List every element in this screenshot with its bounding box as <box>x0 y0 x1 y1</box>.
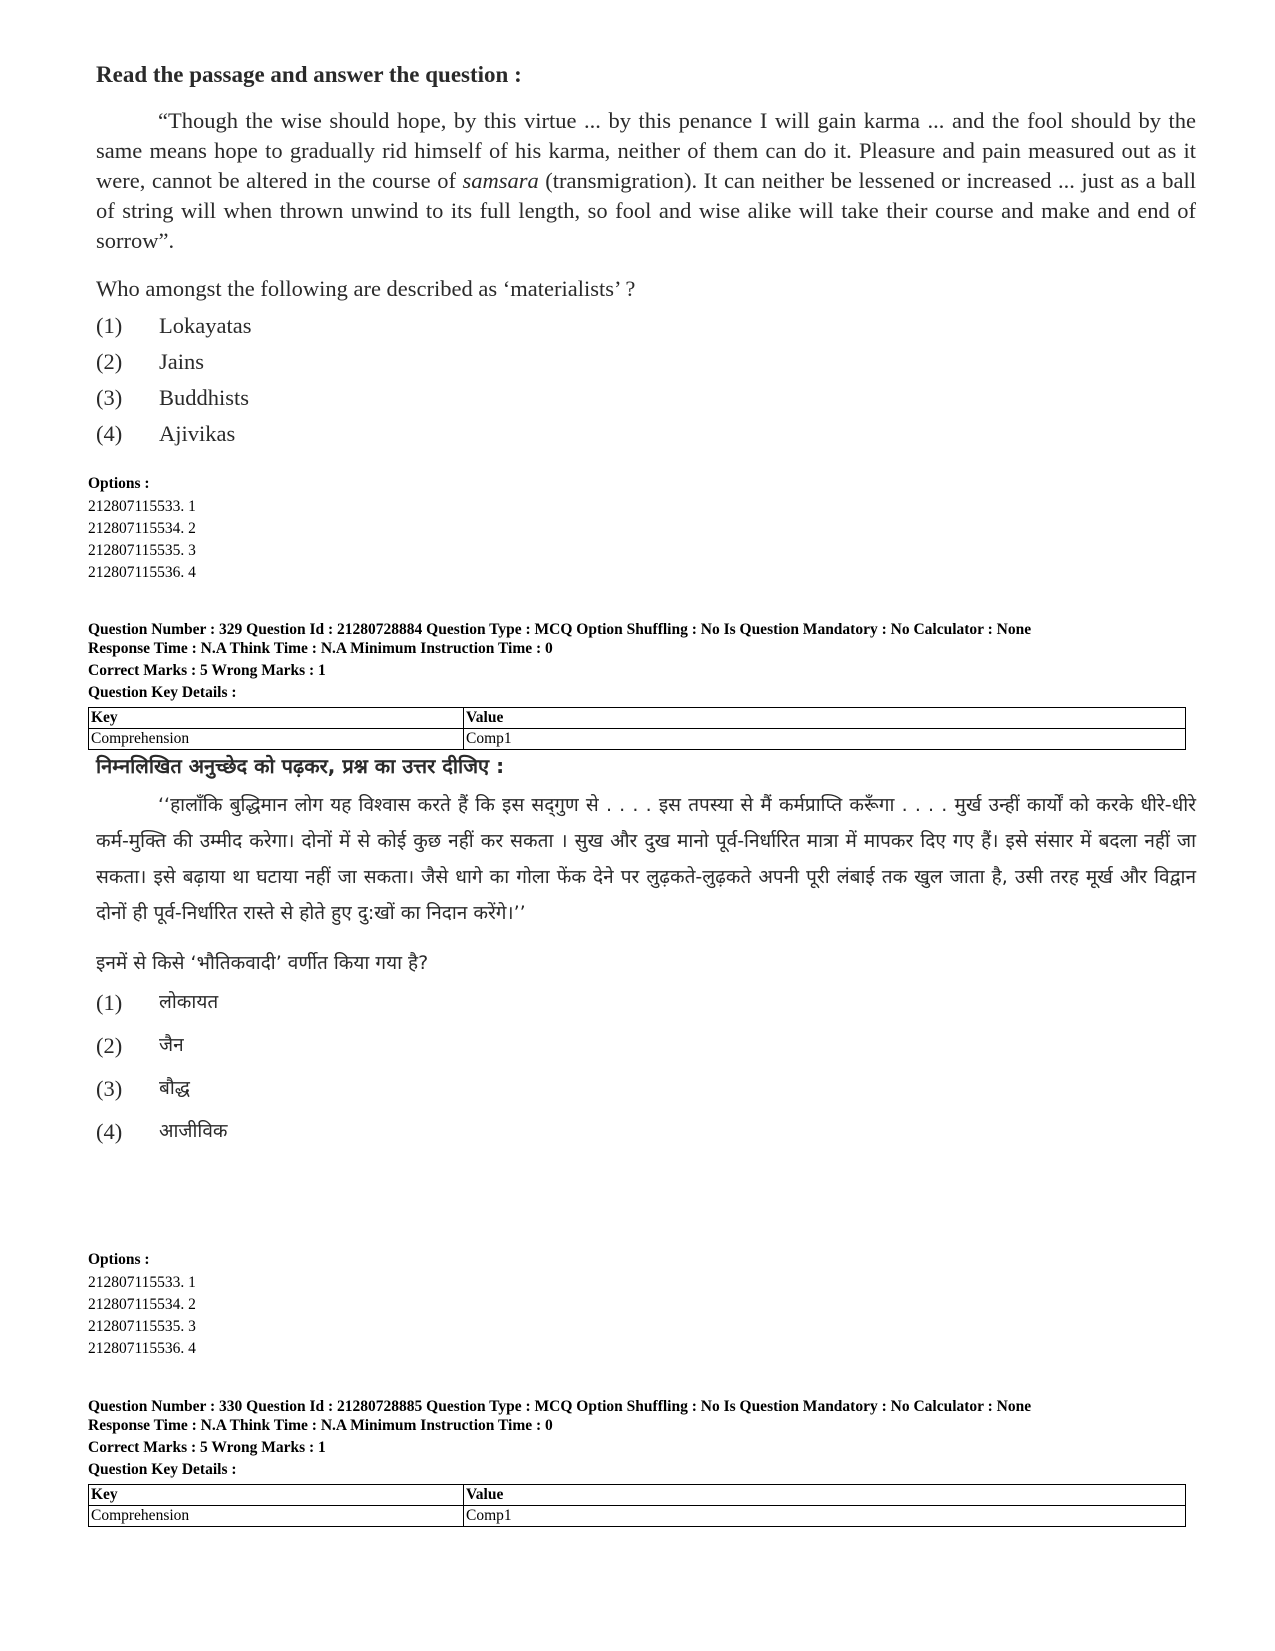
question-330-meta <box>88 1397 1198 1527</box>
table-header-key: Key <box>89 1485 464 1506</box>
passage-heading: निम्नलिखित अनुच्छेद को पढ़कर, प्रश्न का उत्तर दीजिए : <box>96 754 505 778</box>
table-header-row <box>89 1485 1186 1506</box>
option-text: Lokayatas <box>159 313 252 338</box>
options-id-block <box>88 1248 1198 1360</box>
question-key-details-label: Question Key Details : <box>88 684 237 701</box>
question-text: इनमें से किसे ‘भौतिकवादी’ वर्णीत किया गया है? <box>96 952 429 974</box>
option-id-line: 212807115533. 1 <box>88 498 196 515</box>
table-row <box>89 1506 1186 1527</box>
question-key-details-label: Question Key Details : <box>88 1461 237 1478</box>
option-text: आजीविक <box>159 1120 228 1142</box>
passage-italic-term: samsara <box>462 168 539 193</box>
option-text: Buddhists <box>159 385 250 410</box>
table-cell-key: Comprehension <box>89 1506 464 1527</box>
answer-option <box>96 308 1196 344</box>
question-329-meta <box>88 620 1198 750</box>
answer-option <box>96 380 1196 416</box>
answer-option <box>96 1024 1196 1067</box>
option-text: जैन <box>159 1034 184 1056</box>
question-marks-line: Correct Marks : 5 Wrong Marks : 1 <box>88 1439 326 1456</box>
option-number: (1) <box>96 313 123 338</box>
option-id-line: 212807115534. 2 <box>88 1296 196 1313</box>
option-id-line: 212807115536. 4 <box>88 564 196 581</box>
question-info-line: Question Number : 330 Question Id : 21280728885 Question Type : MCQ Option Shuffling : No Is Question Mandatory : No Calculator : None <box>88 1398 1032 1415</box>
option-id-line: 212807115535. 3 <box>88 1318 196 1335</box>
option-id-line: 212807115535. 3 <box>88 542 196 559</box>
option-number: (4) <box>96 421 123 446</box>
option-number: (4) <box>96 1119 123 1144</box>
table-header-value: Value <box>464 1485 1186 1506</box>
answer-option <box>96 1067 1196 1110</box>
question-key-table <box>88 1484 1186 1527</box>
passage-text-part-1: “Though the wise should hope, by this virtue ... by this penance I will gain karma ... and the fool should by the same means hope to gradually rid himself of his karma, neither of them can do it. Pleasure and pain measured out as it were, cannot be altered in the course of <box>96 108 1196 193</box>
hindi-passage-block <box>96 752 1196 1153</box>
option-number: (3) <box>96 385 123 410</box>
english-passage-block <box>96 62 1196 452</box>
table-header-value: Value <box>464 708 1186 729</box>
answer-option <box>96 981 1196 1024</box>
passage-text: ‘‘हालाँकि बुद्धिमान लोग यह विश्वास करते हैं कि इस सद्‌गुण से . . . . इस तपस्या से मैं कर्मप्राप्ति करूँगा . . . . मुर्ख उन्हीं कार्यों को करके धीरे-धीरे कर्म-मुक्ति की उम्मीद करेगा। दोनों में से कोई कुछ नहीं कर सकता । सुख और दुख मानो पूर्व-निर्धारित मात्रा में मापकर दिए गए हैं। इसे संसार में बदला नहीं जा सकता। इसे बढ़ाया था घटाया नहीं जा सकता। जैसे धागे का गोला फेंक देने पर लुढ़कते-लुढ़कते अपनी पूरी लंबाई तक खुल जाता है, उसी तरह मूर्ख और विद्वान दोनों ही पूर्व-निर्धारित रास्ते से होते हुए दु:खों का निदान करेंगे।’’ <box>96 794 1196 924</box>
option-number: (2) <box>96 1033 123 1058</box>
answer-option <box>96 344 1196 380</box>
table-row <box>89 729 1186 750</box>
question-info-line: Question Number : 329 Question Id : 21280728884 Question Type : MCQ Option Shuffling : No Is Question Mandatory : No Calculator : None <box>88 621 1032 638</box>
table-cell-value: Comp1 <box>464 1506 1186 1527</box>
answer-option <box>96 1110 1196 1153</box>
table-header-row <box>89 708 1186 729</box>
option-number: (2) <box>96 349 123 374</box>
answer-options-list <box>96 981 1196 1153</box>
question-text: Who amongst the following are described as ‘materialists’ ? <box>96 276 636 301</box>
passage-text <box>96 106 1196 256</box>
options-id-block <box>88 472 1198 584</box>
question-timing-line: Response Time : N.A Think Time : N.A Minimum Instruction Time : 0 <box>88 640 553 657</box>
option-text: लोकायत <box>159 991 219 1013</box>
table-header-key: Key <box>89 708 464 729</box>
option-id-line: 212807115533. 1 <box>88 1274 196 1291</box>
passage-text-part-2: (transmigration). It can neither be lessened or increased ... just as a ball of string will when thrown unwind to its full length, so fool and wise alike will take their course and make and end of sorrow”. <box>96 168 1196 253</box>
table-cell-key: Comprehension <box>89 729 464 750</box>
options-label: Options : <box>88 1251 150 1268</box>
question-timing-line: Response Time : N.A Think Time : N.A Minimum Instruction Time : 0 <box>88 1417 553 1434</box>
option-number: (3) <box>96 1076 123 1101</box>
question-key-table <box>88 707 1186 750</box>
passage-heading: Read the passage and answer the question : <box>96 62 522 87</box>
answer-option <box>96 416 1196 452</box>
option-text: बौद्ध <box>159 1077 190 1099</box>
option-number: (1) <box>96 990 123 1015</box>
option-id-line: 212807115534. 2 <box>88 520 196 537</box>
answer-options-list <box>96 308 1196 452</box>
option-text: Ajivikas <box>159 421 236 446</box>
option-id-line: 212807115536. 4 <box>88 1340 196 1357</box>
table-cell-value: Comp1 <box>464 729 1186 750</box>
question-marks-line: Correct Marks : 5 Wrong Marks : 1 <box>88 662 326 679</box>
option-text: Jains <box>159 349 204 374</box>
options-label: Options : <box>88 475 150 492</box>
